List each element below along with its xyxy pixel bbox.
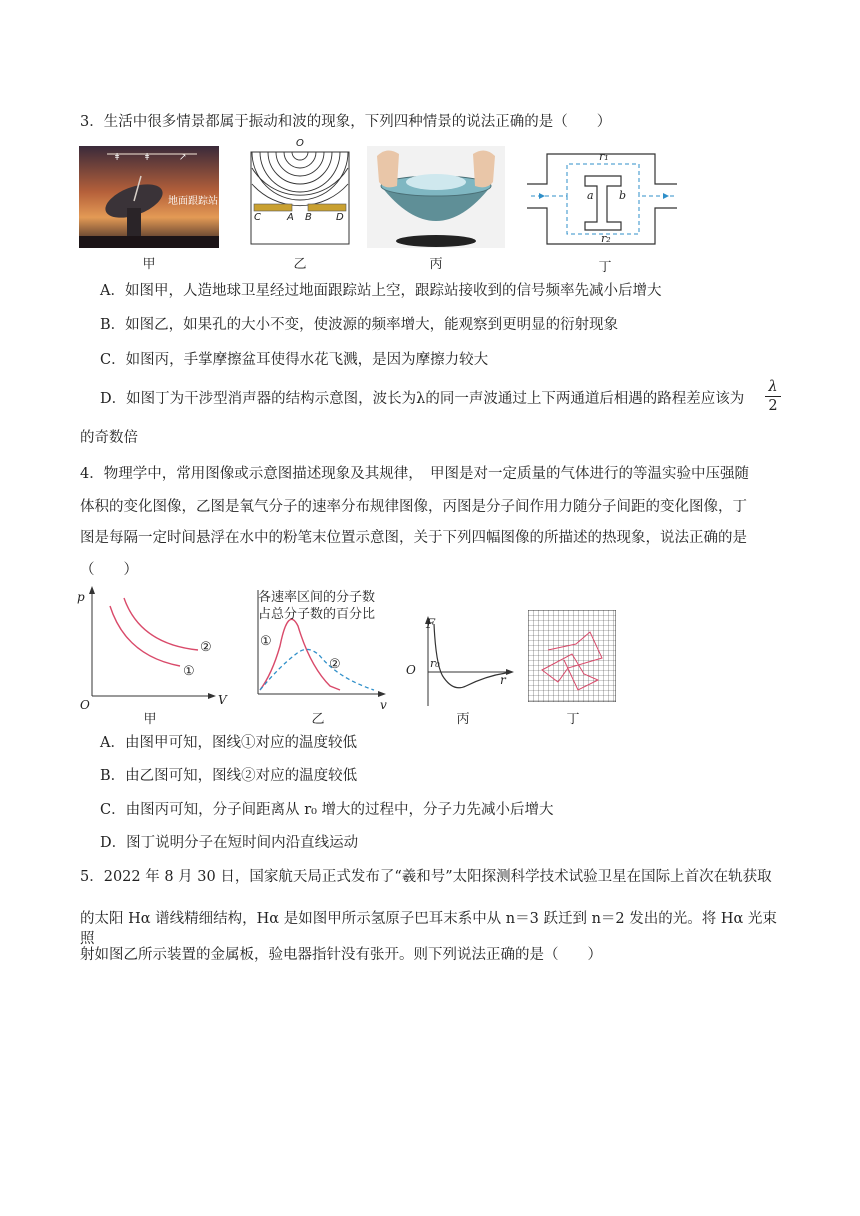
fraction-denominator: 2 [768, 398, 778, 414]
q4-caption-ding: 丁 [566, 712, 580, 727]
q4-jia-p-label: p [77, 590, 85, 604]
q5-line1: 5．2022 年 8 月 30 日，国家航天局正式发布了“羲和号”太阳探测科学技术试验卫星在国际上首次在轨获取 [80, 869, 772, 885]
svg-text:ǂ: ǂ [115, 153, 120, 163]
q5-line2: 的太阳 Hα 谱线精细结构，Hα 是如图甲所示氢原子巴耳末系中从 n＝3 跃迁到 n＝2 发出的光。将 Hα 光束照 [80, 911, 777, 947]
q4-yi-v-label: v [380, 698, 387, 712]
q4-bing-r-label: r [500, 673, 506, 687]
q3-slit-b: B [305, 212, 312, 223]
q3-slit-d: D [336, 212, 344, 223]
q4-stem-line1: 4．物理学中，常用图像或示意图描述现象及其规律， 甲图是对一定质量的气体进行的等温实验中压强随 [80, 466, 749, 482]
q4-caption-yi: 乙 [311, 712, 325, 727]
q4-option-b: B．由乙图可知，图线②对应的温度较低 [100, 768, 358, 784]
q4-yi-curve2-label: ② [329, 657, 341, 672]
q3-photo-station-text: 地面跟踪站 [168, 196, 218, 207]
svg-text:↗: ↗ [179, 153, 187, 163]
q3-caption-jia: 甲 [142, 257, 156, 272]
q3-muffler-r1: r₁ [599, 150, 609, 163]
q4-fig-ding-brownian [528, 610, 616, 702]
q4-yi-curve1-label: ① [260, 634, 272, 649]
q4-stem-line2: 体积的变化图像，乙图是氧气分子的速率分布规律图像，丙图是分子间作用力随分子间距的变化图像，丁 [80, 499, 747, 515]
q3-muffler-r2: r₂ [601, 232, 611, 245]
q4-option-c: C．由图丙可知，分子间距离从 r₀ 增大的过程中，分子力先减小后增大 [100, 802, 554, 818]
q4-yi-title-line2: 占总分子数的百分比 [258, 607, 376, 622]
q4-bing-r0-label: r₀ [430, 657, 440, 670]
fraction-numerator: λ [765, 378, 781, 397]
q4-jia-curve2-label: ② [200, 640, 212, 655]
q4-yi-title-line1: 各速率区间的分子数 [258, 590, 376, 605]
q4-caption-jia: 甲 [143, 712, 157, 727]
q3-fig-bing-basin [367, 146, 505, 248]
q3-option-d-line2: 的奇数倍 [80, 430, 138, 446]
q3-option-c: C．如图丙，手掌摩擦盆耳使得水花飞溅，是因为摩擦力较大 [100, 352, 489, 368]
q3-slit-a: A [287, 212, 294, 223]
q4-option-d: D．图丁说明分子在短时间内沿直线运动 [100, 835, 359, 851]
q4-option-a: A．由图甲可知，图线①对应的温度较低 [100, 735, 357, 751]
q4-jia-v-label: V [218, 693, 227, 707]
q3-slit-c: C [254, 212, 261, 223]
q3-caption-yi: 乙 [293, 257, 307, 272]
q3-stem: 3．生活中很多情景都属于振动和波的现象，下列四种情景的说法正确的是（ ） [80, 114, 612, 130]
q4-fig-bing-molecular-force [406, 616, 518, 710]
q4-jia-curve1-label: ① [183, 664, 195, 679]
q4-caption-bing: 丙 [456, 712, 470, 727]
q4-bing-origin: O [406, 663, 416, 677]
q3-option-d-fraction [765, 378, 781, 415]
q3-option-b: B．如图乙，如果孔的大小不变，使波源的频率增大，能观察到更明显的衍射现象 [100, 317, 619, 333]
q4-stem-line3: 图是每隔一定时间悬浮在水中的粉笔末位置示意图，关于下列四幅图像的所描述的热现象，说法正确的是 [80, 530, 747, 546]
q3-slit-o: O [296, 138, 304, 149]
svg-text:ǂ: ǂ [145, 153, 150, 163]
q4-stem-line4: （ ） [80, 562, 138, 578]
q3-caption-bing: 丙 [429, 257, 443, 272]
q3-muffler-b: b [619, 189, 627, 202]
q3-option-d-line1: D．如图丁为干涉型消声器的结构示意图，波长为λ的同一声波通过上下两通道后相遇的路程差应该为 [100, 391, 745, 407]
q3-caption-ding: 丁 [598, 260, 612, 275]
q4-bing-f-label: F [426, 617, 436, 632]
q4-jia-origin: O [80, 698, 90, 712]
q5-line3: 射如图乙所示装置的金属板，验电器指针没有张开。则下列说法正确的是（ ） [80, 947, 602, 963]
q3-fig-yi-diffraction [250, 140, 350, 250]
q3-muffler-a: a [587, 189, 594, 202]
q3-option-a: A．如图甲，人造地球卫星经过地面跟踪站上空，跟踪站接收到的信号频率先减小后增大 [100, 283, 662, 299]
